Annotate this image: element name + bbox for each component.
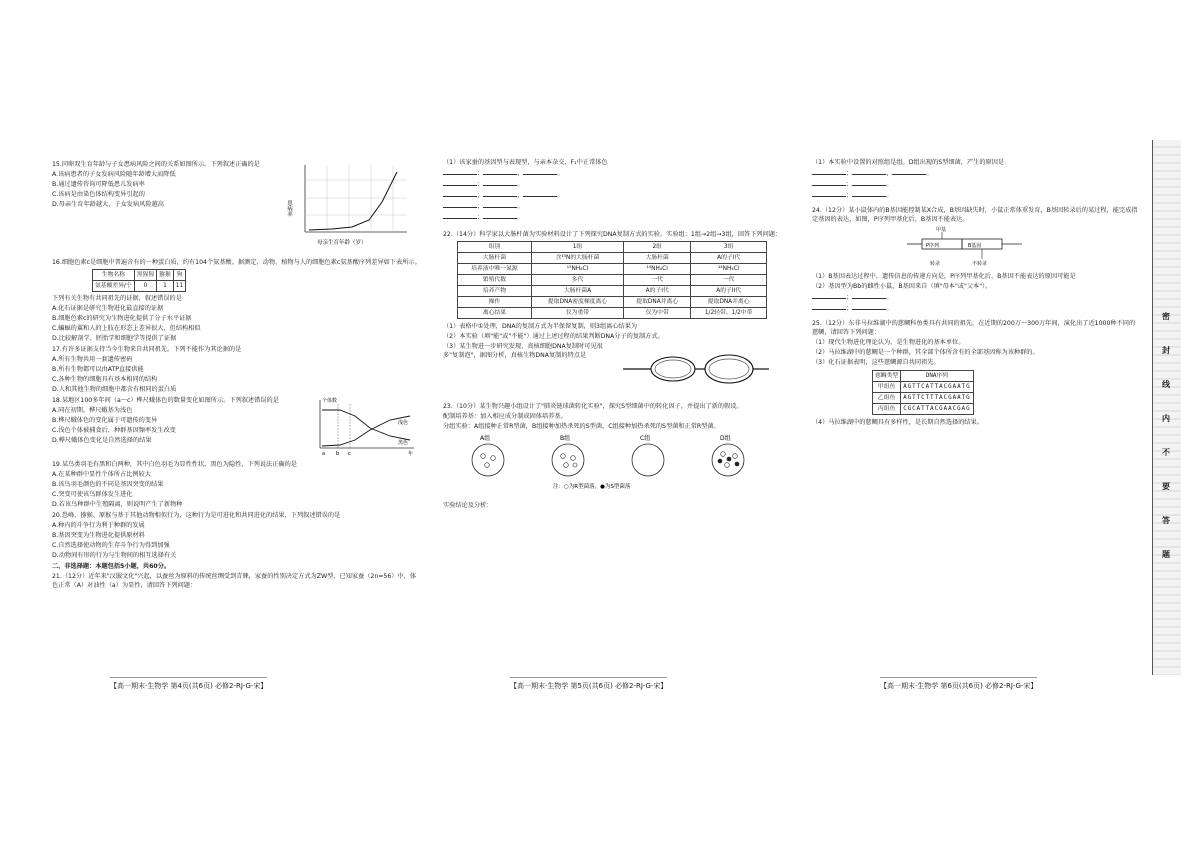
q25-line: （1）现代生物进化理论认为，是生物进化的基本单位。 xyxy=(812,339,965,346)
question-25: 25.（12分）东非马拉维湖中的慈鲷科鱼类具有共同的祖先，在近期的200万～300万年间，演化出了近1000种不同的慈鲷，请回答下列问题： xyxy=(812,320,1136,336)
answer-blank-line: ； 。 xyxy=(812,303,1140,313)
petri-dish-diagram xyxy=(443,432,783,492)
q22-cell: ¹⁴NH₄Cl xyxy=(691,264,767,275)
page-footer: 【高一期末·生物学 第6页(共6页) 必修2-RJ-G-宋】 xyxy=(880,677,1037,691)
q25-end: （4）马拉维湖中的慈鲷具有多样性，是长期自然选择的结果。 xyxy=(812,419,983,426)
gene-diagram-label: B基因 xyxy=(968,243,982,249)
q25-line: （3）化石证据表明，这些慈鲷源自共同祖先。 xyxy=(812,359,940,366)
q18-label: a xyxy=(322,451,326,457)
q18-label: 年 xyxy=(408,451,414,457)
q18-label: 个体数 xyxy=(322,398,338,404)
q18-option: C.浅色个体被捕食后，种群基因频率发生改变 xyxy=(52,427,176,434)
gene-diagram-label: 转录 xyxy=(930,261,941,267)
seal-char: 内 xyxy=(1162,414,1170,423)
question-15: 15.同卵双生育年龄与子女患病风险之间的关系如图所示。下列叙述正确的是 xyxy=(52,161,260,168)
q16-cell: 1 xyxy=(157,281,174,292)
q17-option: B.所有生物都可以由ATP直接供能 xyxy=(52,366,144,373)
question-23: 23.（10分）某生物兴趣小组设计了"肺炎链球菌转化实验"，探究S型细菌中的转化因子，并提出了新的假设。 xyxy=(443,403,743,410)
q17-option: D.人和其他生物的细胞中都含有相同的蛋白质 xyxy=(52,386,177,393)
answer-blank-line: ； 。 xyxy=(443,201,789,211)
q25-head: DNA序列 xyxy=(901,371,973,382)
q24-sub-2: （2）基因型为Bb的雌性小鼠，B基因来自（填"母本"或"父本"）。 xyxy=(812,283,992,290)
q15-option: A.该病患者的子女发病风险随年龄增大而降低 xyxy=(52,171,176,178)
q20-option: A.种内的斗争行为利于种群的发展 xyxy=(52,522,145,529)
seal-char: 线 xyxy=(1162,380,1170,389)
q19-option: B.该鸟羽毛颜色的不同是基因突变的结果 xyxy=(52,481,164,488)
seal-char: 封 xyxy=(1162,346,1170,355)
q22-cell: ¹⁴NH₄Cl xyxy=(624,264,691,275)
q25-seq: AGTTCATTACGAATG xyxy=(901,382,973,393)
binding-strip xyxy=(1152,140,1181,675)
page-4-column xyxy=(52,158,422,678)
q16-option: B.细胞色素c的研究为生物进化提供了分子水平证据 xyxy=(52,315,192,322)
q15-option: C.该病是由染色体结构变异引起的 xyxy=(52,191,145,198)
q25-row-label: 乙组鱼 xyxy=(873,393,901,404)
q23-conclusion: 实验结论及分析： xyxy=(443,502,493,509)
q22-table xyxy=(457,241,767,319)
q16-cell: 0 xyxy=(134,281,156,292)
q18-option: A.同在初期，桦尺蛾基为浅色 xyxy=(52,407,133,414)
q15-option: D.母亲生育年龄越大，子女发病风险越高 xyxy=(52,201,164,208)
q16-stem: 下列有关生物有共同祖先的证据，叙述错误的是 xyxy=(52,295,182,302)
q22-cell: 大肠杆菌A xyxy=(531,286,623,297)
q25-seq: CGCATTACGAACGAG xyxy=(901,404,973,415)
seal-char: 题 xyxy=(1162,550,1170,559)
q22-cell: ¹⁵NH₄Cl xyxy=(531,264,623,275)
q16-table xyxy=(92,269,186,292)
q22-cell: A的子I代 xyxy=(624,286,691,297)
q19-option: C.突变可使该鸟群体发生进化 xyxy=(52,491,133,498)
q16-option: C.蝙蝠的翼和人的上肢在形态上差异很大，但结构相似 xyxy=(52,325,201,332)
q22-cell: 仅为重带 xyxy=(531,308,623,319)
gene-methylation-diagram xyxy=(812,227,1132,267)
exam-sheet xyxy=(40,140,1150,720)
section-heading: 二、非选择题：本题包括5小题，共60分。 xyxy=(52,563,171,570)
q16-option: A.化石证据是研究生物进化最直接的证据 xyxy=(52,305,164,312)
q15-option: B.通过遗传咨询可降低患儿发病率 xyxy=(52,181,145,188)
dish-label: A组 xyxy=(480,435,491,442)
question-20: 20.恐峰、猕猴、原猴与基于其他动物相似行为，这种行为是可进化和共同进化的结果，下列叙述错误的是 xyxy=(52,512,341,519)
q20-option: D.动物间有形的行为与生物间的相互选择有关 xyxy=(52,552,177,559)
q23-continued: （1）本实验中设置的对照组是组。D组出现的S型细菌，产生的原因是 xyxy=(812,159,1005,166)
q22-cell: 含¹⁵N的大肠杆菌 xyxy=(531,253,623,264)
q17-option: C.各种生物的细胞具有基本相同的结构 xyxy=(52,376,158,383)
q15-y-label: 患病率 xyxy=(286,200,292,217)
question-16: 16.细胞色素c是细胞中普遍含有的一种蛋白质，约有104个氨基酸。据测定，动物、植物与人的细胞色素c氨基酸序列差异如下表所示。 xyxy=(52,259,421,266)
q23-line: 分组实验：A组接种正常R型菌，B组接种加热杀死的S型菌，C组接种加热杀死的S型菌和正常R型菌。 xyxy=(443,423,720,430)
q22-sub-2: （2）本实验（填"能"或"不能"）通过上述过程的结果判断DNA分子的复制方式。 xyxy=(443,333,664,340)
q19-option: D.若该鸟种群中生殖隔离，则说明产生了新物种 xyxy=(52,501,183,508)
q16-cell: 11 xyxy=(173,281,185,292)
q16-head: 猕猴 xyxy=(157,270,174,281)
q22-cell: 操作 xyxy=(458,297,532,308)
q18-option: B.桦尺蛾体色的变化属于可遗传的变异 xyxy=(52,417,158,424)
q25-row-label: 丙组鱼 xyxy=(873,404,901,415)
q22-head: 1组 xyxy=(531,242,623,253)
q22-cell: A的子I代 xyxy=(691,253,767,264)
answer-blank-line: ； 。 xyxy=(812,190,1140,200)
q25-line: （2）马拉维湖中的慈鲷是一个种群，其全部个体所含有的全部基因称为该种群的。 xyxy=(812,349,1039,356)
q22-sub-3: （3）某生物进一步研究发现，真核细胞DNA复制时可见很多"复制泡"，据图分析，真核生物DNA复制的特点是 xyxy=(443,343,603,359)
q18-moth-chart xyxy=(310,396,420,458)
q22-cell: 离心结果 xyxy=(458,308,532,319)
answer-blank-line: ； 。 xyxy=(443,179,789,189)
q22-cell: A的子II代 xyxy=(691,286,767,297)
page-footer: 【高一期末·生物学 第4页(共6页) 必修2-RJ-G-宋】 xyxy=(110,677,267,691)
q22-cell: 繁殖代数 xyxy=(458,275,532,286)
seal-char: 答 xyxy=(1162,516,1170,525)
seal-char: 不 xyxy=(1162,448,1170,457)
q22-cell: 培养产物 xyxy=(458,286,532,297)
page-6-column xyxy=(812,158,1140,678)
q22-head: 2组 xyxy=(624,242,691,253)
q22-cell: 一代 xyxy=(624,275,691,286)
replication-bubble-diagram xyxy=(621,344,771,394)
q19-option: A.在某种群中显性个体所占比例较大 xyxy=(52,471,151,478)
dish-label: B组 xyxy=(560,435,571,442)
q15-x-label: 母亲生育年龄（岁） xyxy=(317,240,367,246)
gene-diagram-label: 不转录 xyxy=(972,261,988,267)
answer-blank-line: ； 。 xyxy=(812,292,1140,302)
q18-label: 浅色 xyxy=(398,420,409,426)
page-5-column xyxy=(443,158,789,678)
q18-option: D.桦尺蛾体色变化是自然选择的结果 xyxy=(52,437,152,444)
q21-continued: （1）该家蚕的基因型与表现型，与亲本杂交，F₁中正常体色 xyxy=(443,159,608,166)
question-22: 22.（14分）科学家以大肠杆菌为实验材料设计了下列探究DNA复制方式的实验，实验组：1组→2组→3组，回答下列问题： xyxy=(443,231,782,238)
question-18: 18.某地区100多年间（a～c）桦尺蛾体色的数量变化如图所示。下列叙述错误的是 xyxy=(52,397,279,404)
q22-cell: 多代 xyxy=(531,275,623,286)
q16-cell: 氨基酸差异/个 xyxy=(93,281,135,292)
page-footer: 【高一期末·生物学 第5页(共6页) 必修2-RJ-G-宋】 xyxy=(510,677,667,691)
q22-cell: 提取DNA并离心 xyxy=(691,297,767,308)
answer-blank-line: ； ， 。 xyxy=(443,190,789,200)
q25-seq: AGTTCTTTACGAATG xyxy=(901,393,973,404)
q18-label: b xyxy=(336,451,340,457)
q22-cell: 仅为中带 xyxy=(624,308,691,319)
q25-row-label: 甲组鱼 xyxy=(873,382,901,393)
q22-sub-1: （1）表格中①处理，DNA的复制方式为半保留复制，则3组离心结果为 xyxy=(443,323,638,330)
q18-label: c xyxy=(348,451,351,457)
seal-text xyxy=(1158,300,1174,572)
gene-diagram-label: 甲基 xyxy=(936,227,947,233)
q22-cell: 大肠杆菌 xyxy=(624,253,691,264)
gene-diagram-label: P序列 xyxy=(926,243,940,249)
q22-cell: 1/2轻带、1/2中带 xyxy=(691,308,767,319)
seal-char: 密 xyxy=(1162,312,1170,321)
seal-char: 要 xyxy=(1162,482,1170,491)
q20-option: B.基因突变为生物进化提供原材料 xyxy=(52,532,145,539)
q22-cell: 大肠杆菌 xyxy=(458,253,532,264)
q24-sub-1: （1）B基因表达过程中，遗传信息的传递方向是，P序列甲基化后，B基因不能表达的原因可能是 xyxy=(812,273,1076,280)
q16-head: 生物名称 xyxy=(93,270,135,281)
answer-blank-line: ； ， 。 xyxy=(812,168,1140,178)
q23-line: 配制培养基：加入相应成分制成固体培养基。 xyxy=(443,413,567,420)
q25-dna-table xyxy=(872,370,974,415)
q16-head: 狗 xyxy=(173,270,185,281)
q22-head: 组别 xyxy=(458,242,532,253)
q22-cell: 提取DNA并离心 xyxy=(624,297,691,308)
answer-blank-line: ； 。 xyxy=(443,212,789,222)
q22-cell: 提取DNA密度梯度离心 xyxy=(531,297,623,308)
q17-option: A.所有生物共用一套遗传密码 xyxy=(52,356,133,363)
q16-option: D.比较解剖学、胚胎学和细胞学等提供了证据 xyxy=(52,335,177,342)
q18-label: 黑色 xyxy=(398,440,409,446)
q25-head: 慈鲷类型 xyxy=(873,371,901,382)
question-21: 21.（12分）近年来"汉服文化"兴起，以蚕丝为原料的传统丝绸受到青睐，家蚕的性别决定方式为ZW型，已知家蚕（2n=56）中，体色正常（A）对油性（a）为显性，请回答下列问题： xyxy=(52,573,417,589)
q22-head: 3组 xyxy=(691,242,767,253)
q20-option: C.自然选择使动物的生存斗争行为得到加强 xyxy=(52,542,170,549)
question-17: 17.有许多证据支持当今生物来自共同祖先。下列不能作为其论据的是 xyxy=(52,346,242,353)
q22-cell: 培养液中唯一氮源 xyxy=(458,264,532,275)
answer-blank-line: ； 。 xyxy=(812,179,1140,189)
answer-blank-line: ； ， 。 xyxy=(443,168,789,178)
q16-head: 黑猩猩 xyxy=(134,270,156,281)
question-19: 19.某鸟类羽毛有黑和白两种，其中白色羽毛为显性性状，黑色为隐性，下列说法正确的是 xyxy=(52,461,297,468)
question-24: 24.（12分）某小鼠体内的B基因能控制某X合成，B基因缺失时，小鼠正常体重发育，B基因转录后的某过程，能完成指定基因的表达，如图，P序列甲基化后，B基因不能表达。 xyxy=(812,207,1138,223)
q15-line-chart xyxy=(287,160,412,250)
dish-label: D组 xyxy=(720,435,731,442)
dish-note: 注：○为R型菌落，●为S型菌落 xyxy=(553,484,631,490)
dish-label: C组 xyxy=(640,435,651,442)
q22-cell: 一代 xyxy=(691,275,767,286)
